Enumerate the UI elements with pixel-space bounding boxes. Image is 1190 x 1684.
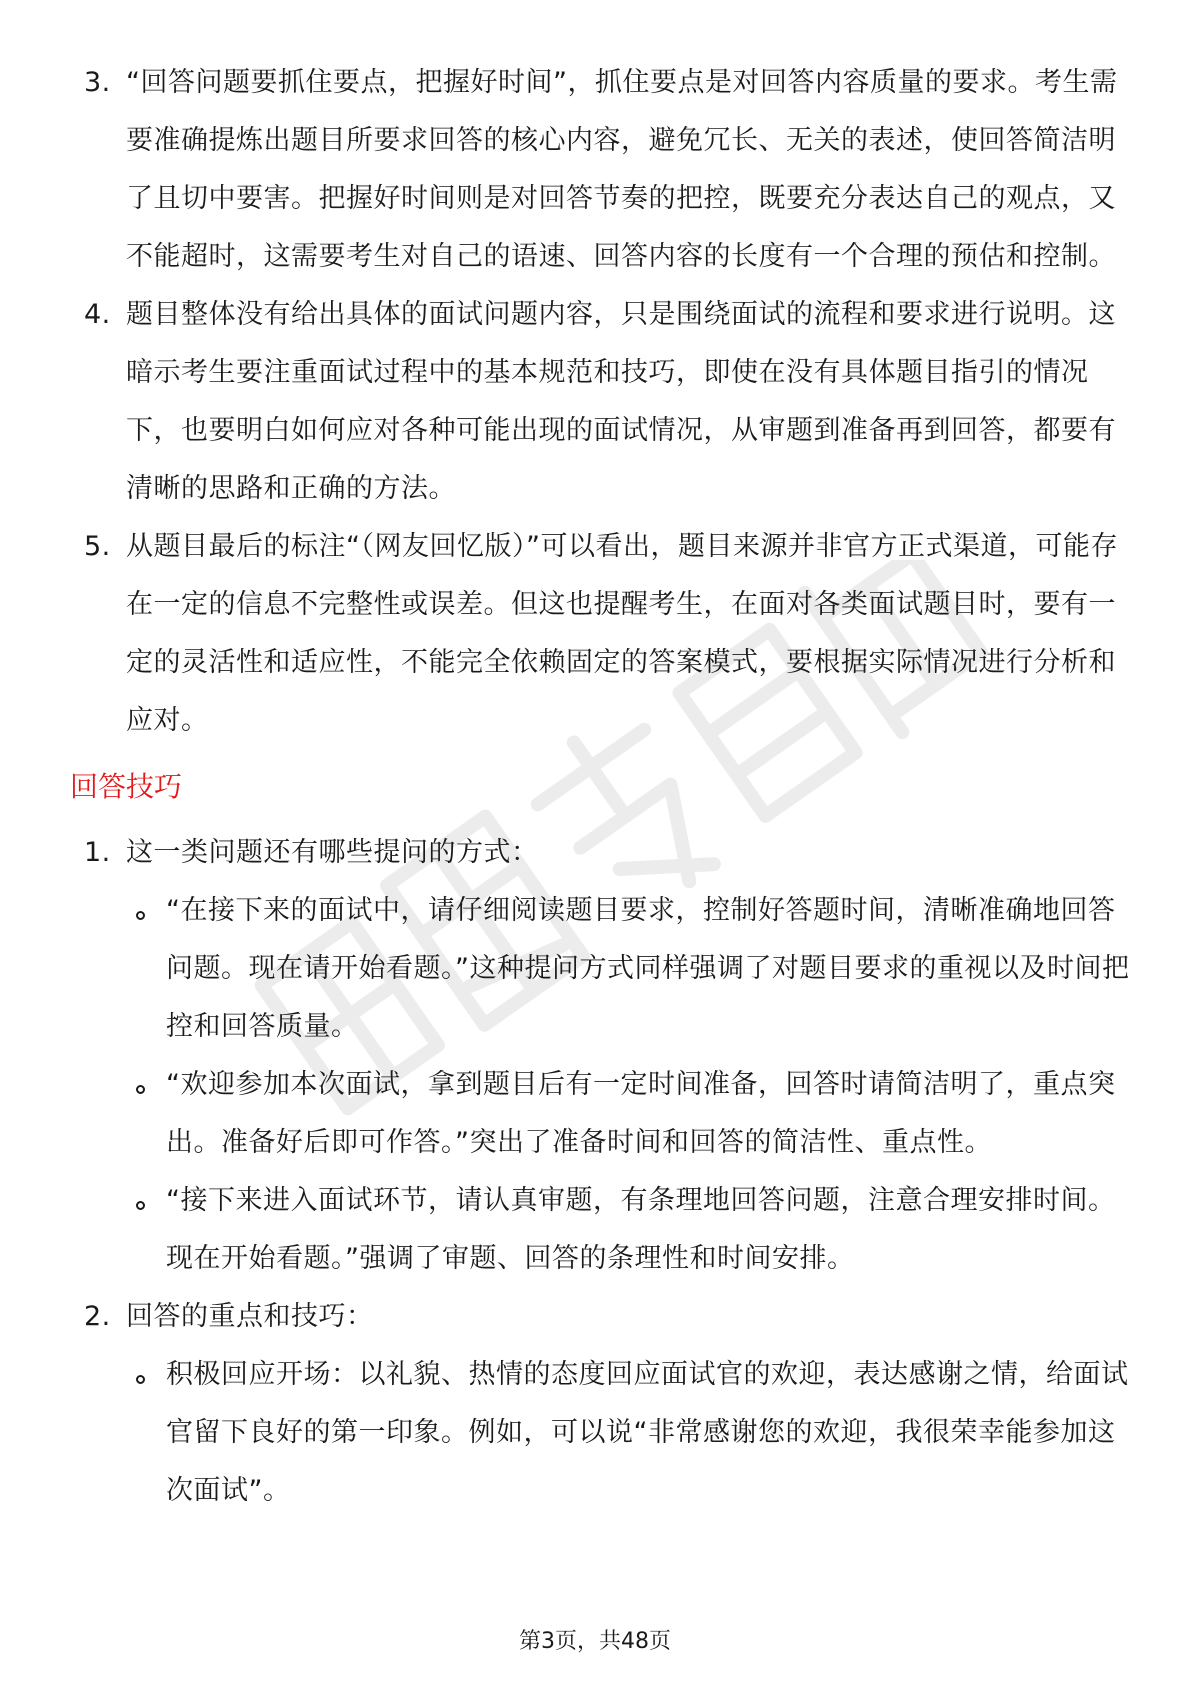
question-variants-list xyxy=(118,882,1130,1288)
page-footer: 第3页，共48页 xyxy=(519,1629,671,1654)
list-item-5 xyxy=(70,518,1130,750)
key-points-list xyxy=(118,1346,1130,1520)
item-number: 5. xyxy=(84,531,111,562)
bullet-circle-icon xyxy=(136,911,145,920)
bullet-text: 积极回应开场：以礼貌、热情的态度回应面试官的欢迎，表达感谢之情，给面试官留下良好的第一印象。例如，可以说“非常感谢您的欢迎，我很荣幸能参加这次面试”。 xyxy=(166,1359,1129,1506)
bullet-text: “欢迎参加本次面试，拿到题目后有一定时间准备，回答时请简洁明了，重点突出。准备好后即可作答。”突出了准备时间和回答的简洁性、重点性。 xyxy=(166,1069,1116,1158)
bullet-circle-icon xyxy=(136,1085,145,1094)
item-text: 回答的重点和技巧： xyxy=(126,1301,374,1332)
item-text: 这一类问题还有哪些提问的方式： xyxy=(126,837,539,868)
bullet-item xyxy=(118,882,1130,1056)
section-heading: 回答技巧 xyxy=(70,770,183,803)
bullet-item xyxy=(118,1056,1130,1172)
bullet-text: “在接下来的面试中，请仔细阅读题目要求，控制好答题时间，清晰准确地回答问题。现在请开始看题。”这种提问方式同样强调了对题目要求的重视以及时间把控和回答质量。 xyxy=(166,895,1130,1042)
item-text: “回答问题要抓住要点，把握好时间”，抓住要点是对回答内容质量的要求。考生需要准确提炼出题目所要求回答的核心内容，避免冗长、无关的表述，使回答简洁明了且切中要害。把握好时间则是对回答节奏的把控，既要充分表达自己的观点，又不能超时，这需要考生对自己的语速、回答内容的长度有一个合理的预估和控制。 xyxy=(126,67,1118,272)
item-text: 题目整体没有给出具体的面试问题内容，只是围绕面试的流程和要求进行说明。这暗示考生要注重面试过程中的基本规范和技巧，即使在没有具体题目指引的情况下，也要明白如何应对各种可能出现的面试情况，从审题到准备再到回答，都要有清晰的思路和正确的方法。 xyxy=(126,299,1116,504)
item-text: 从题目最后的标注“（网友回忆版）”可以看出，题目来源并非官方正式渠道，可能存在一定的信息不完整性或误差。但这也提醒考生，在面对各类面试题目时，要有一定的灵活性和适应性，不能完全依赖固定的答案模式，要根据实际情况进行分析和应对。 xyxy=(126,531,1118,736)
main-content xyxy=(70,54,1130,1520)
tips-item-2 xyxy=(70,1288,1130,1346)
item-number: 1. xyxy=(84,837,111,868)
item-number: 2. xyxy=(84,1301,111,1332)
item-number: 4. xyxy=(84,299,111,330)
bullet-circle-icon xyxy=(136,1375,145,1384)
bullet-item xyxy=(118,1346,1130,1520)
bullet-text: “接下来进入面试环节，请认真审题，有条理地回答问题，注意合理安排时间。现在开始看题。”强调了审题、回答的条理性和时间安排。 xyxy=(166,1185,1116,1274)
bullet-circle-icon xyxy=(136,1201,145,1210)
bullet-item xyxy=(118,1172,1130,1288)
list-item-3 xyxy=(70,54,1130,286)
tips-item-1 xyxy=(70,824,1130,882)
list-item-4 xyxy=(70,286,1130,518)
item-number: 3. xyxy=(84,67,111,98)
